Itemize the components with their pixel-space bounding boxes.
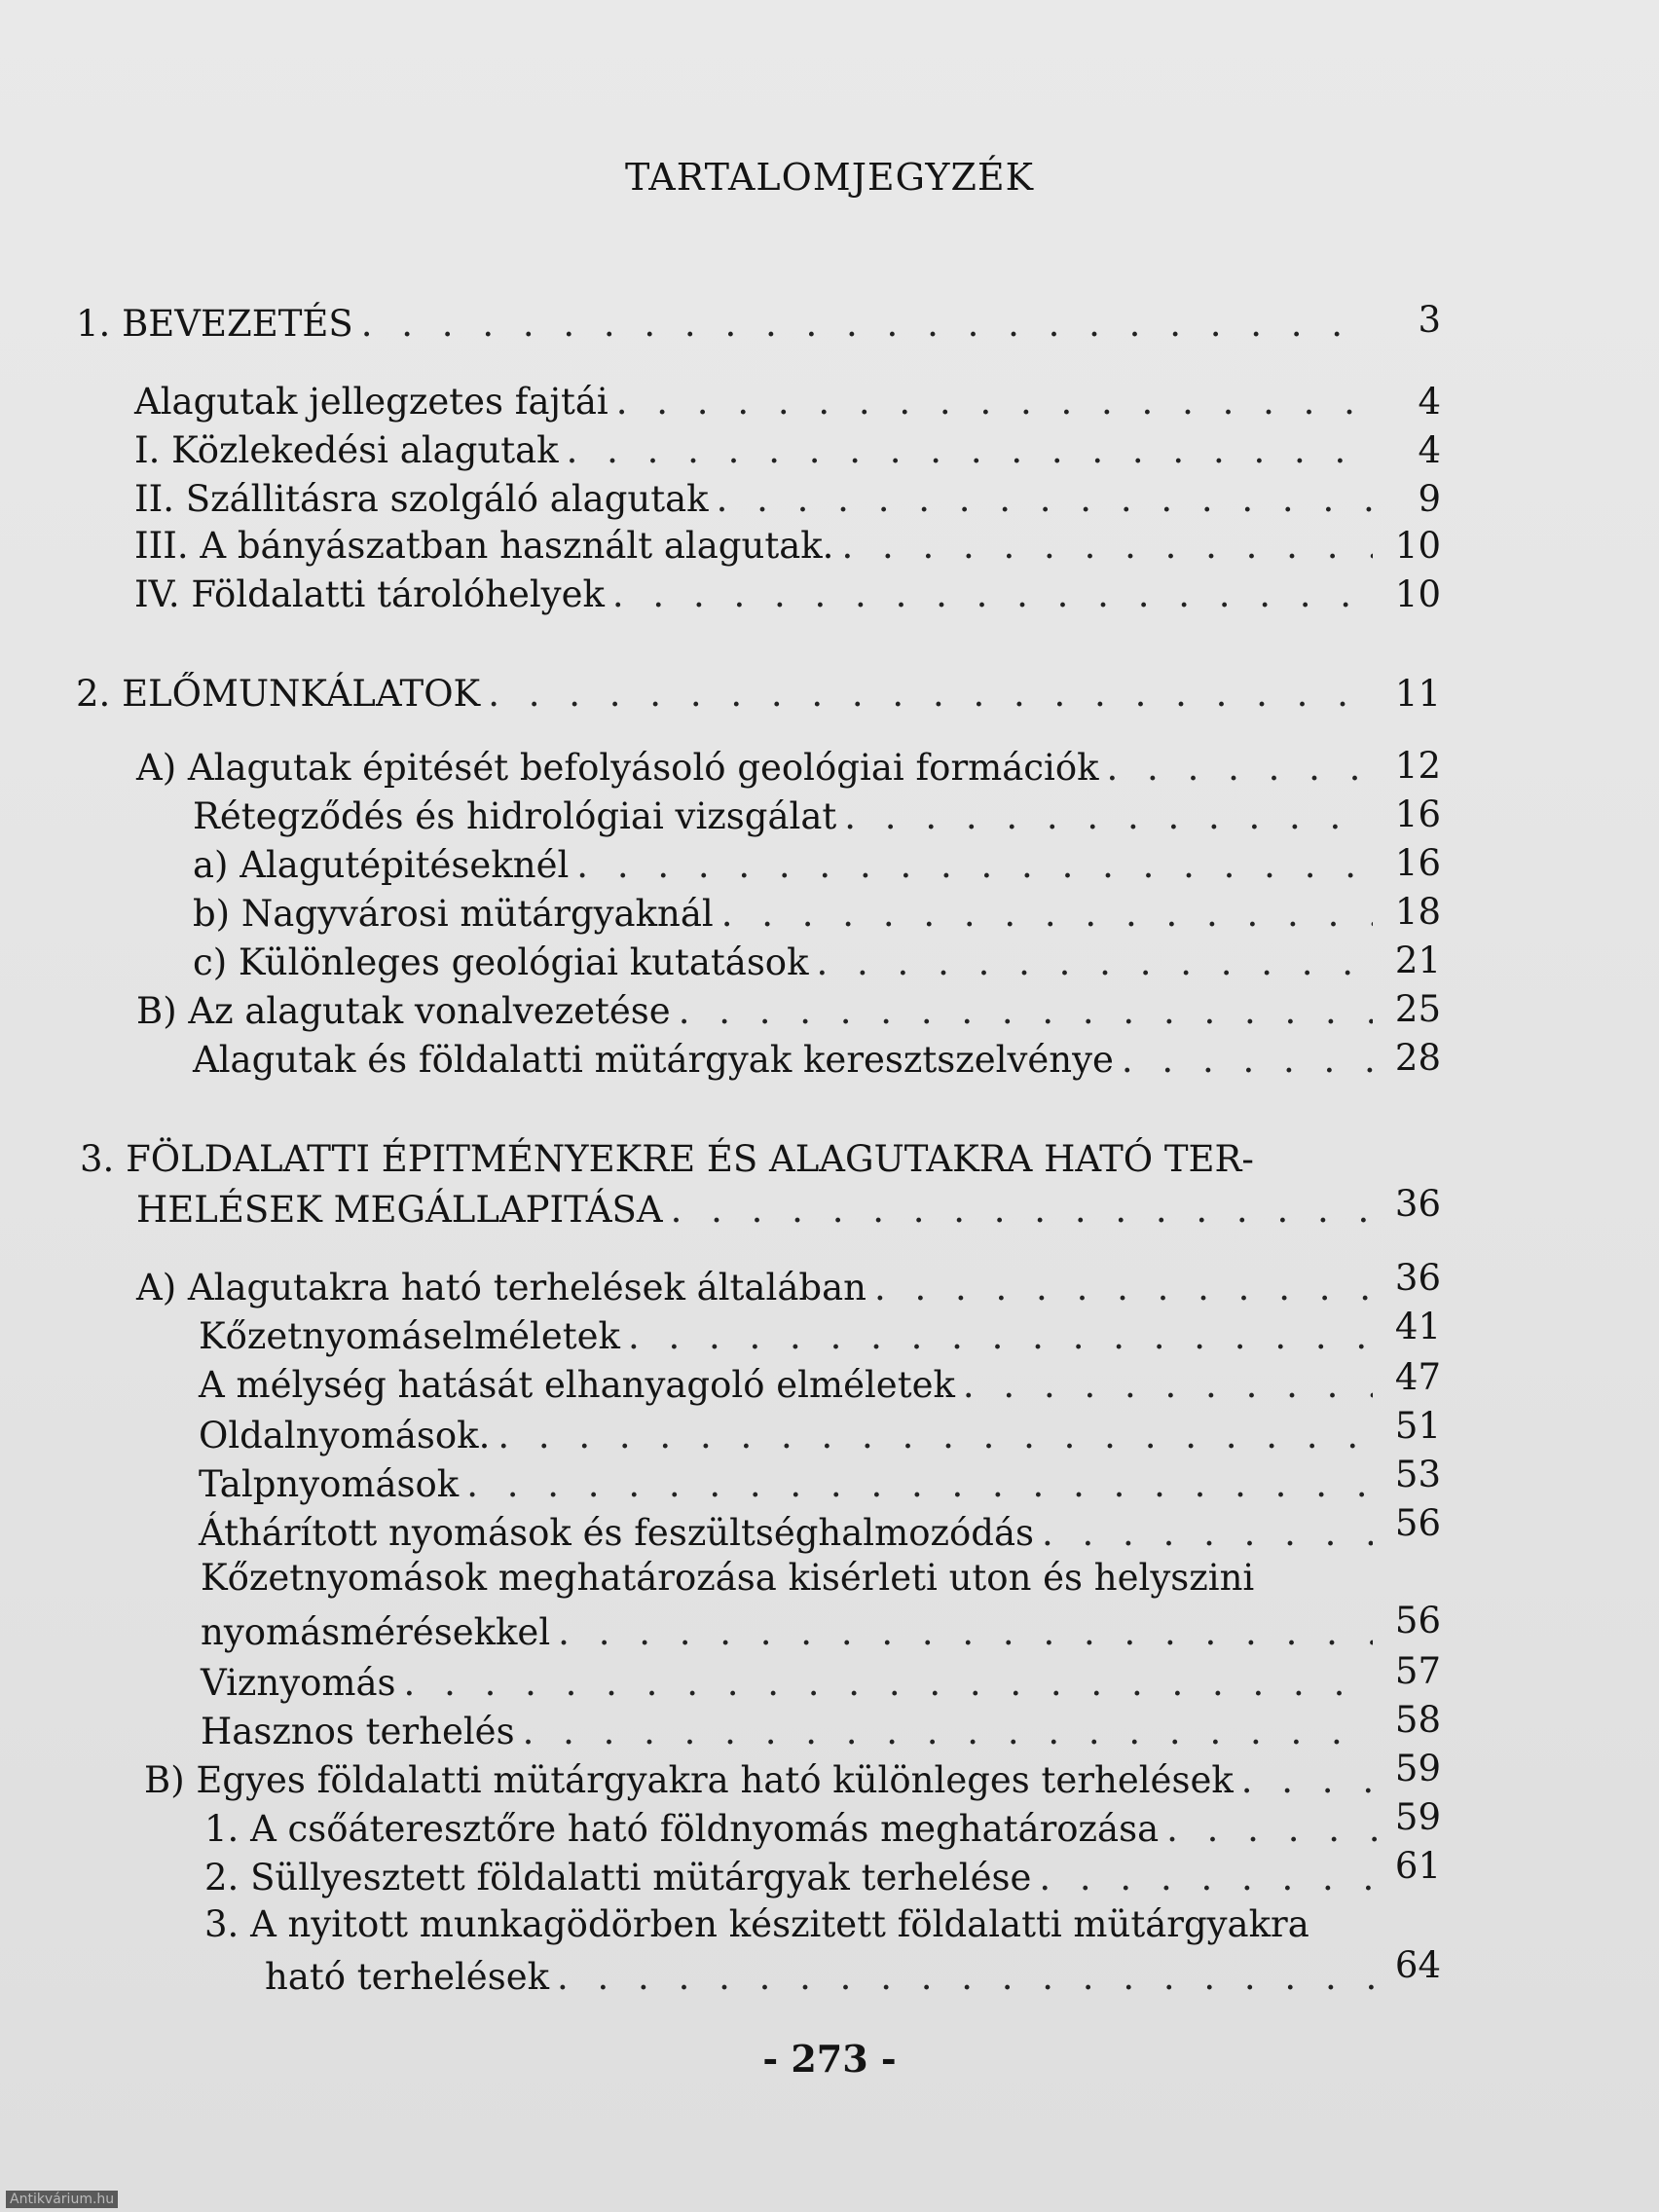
toc-entry — [136, 1188, 1381, 1233]
toc-entry-label: I. Közlekedési alagutak — [134, 429, 559, 471]
leader-dots — [361, 302, 1373, 347]
toc-page-number: 59 — [1394, 1796, 1441, 1838]
toc-entry-label: 3. A nyitott munkagödörben készitett földalatti mütárgyakra — [204, 1903, 1309, 1945]
leader-dots — [466, 1462, 1373, 1507]
toc-entry — [134, 524, 1381, 569]
toc-entry-label: Oldalnyomások. — [199, 1415, 491, 1456]
toc-entry — [199, 1462, 1381, 1507]
leader-dots — [612, 572, 1373, 617]
toc-page-number: 4 — [1418, 381, 1441, 423]
toc-entry-label: b) Nagyvárosi mütárgyaknál — [193, 893, 714, 935]
leader-dots — [721, 892, 1373, 937]
page-number-footer: - 273 - — [762, 2037, 897, 2081]
leader-dots — [1107, 746, 1373, 791]
toc-entry-label: Rétegződés és hidrológiai vizsgálat — [193, 795, 837, 837]
leader-dots — [1122, 1038, 1373, 1083]
toc-entry — [134, 428, 1381, 473]
toc-entry-label: Kőzetnyomások meghatározása kisérleti uton és helyszini — [201, 1557, 1255, 1599]
leader-dots — [874, 1266, 1373, 1310]
toc-page-number: 16 — [1394, 793, 1441, 835]
leader-dots — [498, 1414, 1373, 1458]
toc-page-number: 36 — [1394, 1183, 1441, 1225]
toc-entry — [134, 380, 1381, 424]
toc-page-number: 21 — [1394, 940, 1441, 981]
toc-entry — [204, 1807, 1400, 1852]
toc-page-number: 56 — [1394, 1600, 1441, 1641]
toc-page-number: 58 — [1394, 1699, 1441, 1741]
toc-entry-label: 2. ELŐMUNKÁLATOK — [76, 673, 481, 715]
leader-dots — [523, 1710, 1373, 1754]
toc-page-number: 28 — [1394, 1037, 1441, 1079]
toc-entry-label: 3. FÖLDALATTI ÉPITMÉNYEKRE ÉS ALAGUTAKRA HATÓ TER- — [80, 1138, 1254, 1180]
toc-page-number: 51 — [1394, 1405, 1441, 1447]
toc-entry-label: II. Szállitásra szolgáló alagutak — [134, 478, 709, 520]
toc-page-number: 36 — [1394, 1257, 1441, 1299]
toc-entry-label: nyomásmérésekkel — [201, 1611, 551, 1653]
toc-entry-label: B) Egyes földalatti mütárgyakra ható különleges terhelések — [144, 1759, 1234, 1801]
toc-entry — [193, 794, 1381, 839]
toc-entry-label: III. A bányászatban használt alagutak. — [134, 525, 834, 567]
toc-entry — [265, 1955, 1400, 2000]
toc-entry-label: Áthárított nyomások és feszültséghalmozódás — [199, 1512, 1034, 1554]
leader-dots — [671, 1188, 1373, 1233]
toc-entry — [201, 1710, 1381, 1754]
toc-entry-label: 1. A csőáteresztőre ható földnyomás meghatározása — [204, 1808, 1160, 1850]
leader-dots — [1039, 1856, 1392, 1900]
leader-dots — [404, 1661, 1373, 1706]
leader-dots — [844, 794, 1373, 839]
toc-entry-label: Alagutak és földalatti mütárgyak keresztszelvénye — [193, 1039, 1114, 1081]
leader-dots — [567, 428, 1373, 473]
toc-page-number: 41 — [1394, 1306, 1441, 1347]
toc-page-number: 57 — [1394, 1650, 1441, 1692]
toc-page-number: 11 — [1394, 673, 1441, 715]
toc-entry — [204, 1856, 1400, 1900]
toc-entry — [76, 302, 1381, 347]
leader-dots — [576, 843, 1373, 888]
page-title: TARTALOMJEGYZÉK — [625, 156, 1034, 199]
toc-entry-label: Alagutak jellegzetes fajtái — [134, 381, 608, 423]
toc-entry-label: ható terhelések — [265, 1956, 550, 1998]
toc-page-number: 18 — [1394, 891, 1441, 933]
toc-page-number: 59 — [1394, 1748, 1441, 1789]
toc-entry — [136, 746, 1381, 791]
toc-page-number: 10 — [1394, 525, 1441, 567]
toc-entry — [134, 477, 1381, 522]
toc-entry-label: B) Az alagutak vonalvezetése — [136, 990, 671, 1032]
toc-entry-label: Kőzetnyomáselméletek — [199, 1315, 620, 1357]
toc-entry — [193, 940, 1381, 985]
toc-entry — [199, 1314, 1381, 1359]
toc-page-number: 9 — [1418, 478, 1441, 520]
toc-entry-label: Hasznos terhelés — [201, 1711, 515, 1752]
toc-entry-label: a) Alagutépitéseknél — [193, 844, 570, 886]
leader-dots — [557, 1955, 1392, 2000]
toc-entry — [76, 672, 1381, 717]
toc-entry — [193, 843, 1381, 888]
leader-dots — [628, 1314, 1373, 1359]
leader-dots — [679, 989, 1373, 1034]
toc-page-number: 12 — [1394, 745, 1441, 787]
toc-entry — [201, 1661, 1381, 1706]
toc-page-number: 4 — [1418, 429, 1441, 471]
toc-entry — [193, 1038, 1381, 1083]
leader-dots — [488, 672, 1373, 717]
toc-page-number: 56 — [1394, 1502, 1441, 1544]
toc-page-number: 3 — [1418, 299, 1441, 341]
toc-entry — [199, 1363, 1381, 1408]
leader-dots — [963, 1363, 1373, 1408]
toc-entry-label: HELÉSEK MEGÁLLAPITÁSA — [136, 1189, 663, 1231]
toc-entry — [136, 989, 1381, 1034]
toc-entry — [199, 1414, 1381, 1458]
toc-entry — [144, 1758, 1400, 1803]
toc-page-number: 10 — [1394, 573, 1441, 615]
toc-page-number: 61 — [1394, 1845, 1441, 1887]
toc-entry-label: 1. BEVEZETÉS — [76, 303, 353, 345]
toc-page-number: 25 — [1394, 988, 1441, 1030]
toc-entry-label: A) Alagutak épitését befolyásoló geológiai formációk — [136, 747, 1099, 789]
toc-page-number: 53 — [1394, 1454, 1441, 1495]
leader-dots — [1042, 1511, 1373, 1556]
toc-entry-label: c) Különleges geológiai kutatások — [193, 941, 809, 983]
toc-entry-label: Viznyomás — [201, 1662, 396, 1704]
toc-entry-label: IV. Földalatti tárolóhelyek — [134, 573, 605, 615]
leader-dots — [841, 524, 1373, 569]
toc-entry — [136, 1266, 1381, 1310]
toc-entry-label: 2. Süllyesztett földalatti mütárgyak terhelése — [204, 1857, 1032, 1899]
toc-entry — [201, 1610, 1381, 1655]
toc-entry — [193, 892, 1381, 937]
toc-page-number: 64 — [1394, 1944, 1441, 1986]
toc-entry-label: Talpnyomások — [199, 1463, 460, 1505]
toc-entry-label: A mélység hatását elhanyagoló elméletek — [199, 1364, 955, 1406]
toc-page-number: 16 — [1394, 842, 1441, 884]
leader-dots — [817, 940, 1373, 985]
source-watermark: Antikvárium.hu — [6, 2191, 118, 2208]
toc-entry-label: A) Alagutakra ható terhelések általában — [136, 1267, 866, 1309]
leader-dots — [717, 477, 1373, 522]
toc-entry — [134, 572, 1381, 617]
toc-entry — [199, 1511, 1381, 1556]
leader-dots — [558, 1610, 1373, 1655]
toc-page-number: 47 — [1394, 1356, 1441, 1398]
leader-dots — [616, 380, 1373, 424]
